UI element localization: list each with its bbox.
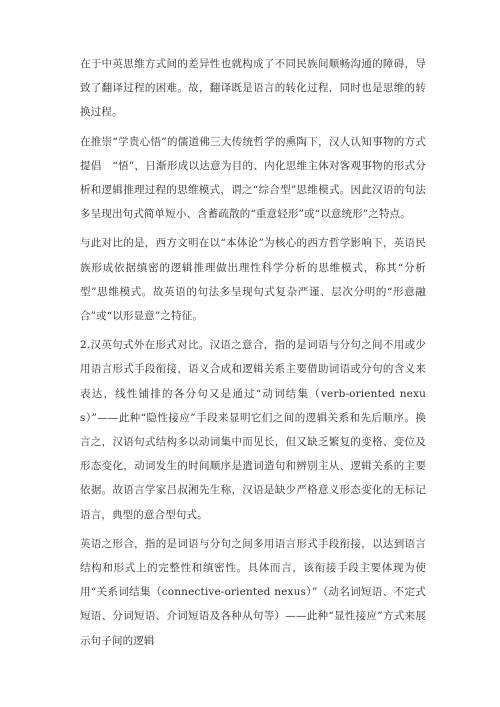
paragraph-4: 2.汉英句式外在形式对比。汉语之意合，指的是词语与分句之间不用或少用语言形式手段衔接，语义合成和逻辑关系主要借助词语或分句的含义来表达，线性铺排的各分句又是通过“动词结集（verb-oriented nexus）”——此种“隐性接应”手段来显明它们之间的逻辑关系和先后顺序。换言之，汉语句式结构多以动词集中而见长，但又缺乏繁复的变格、变位及形态变化，动词发生的时间顺序是遣词造句和辨别主从、逻辑关系的主要依据。故语言学家吕叔湘先生称，汉语是缺少严格意义形态变化的无标记语言，典型的意合型句式。 — [80, 339, 426, 521]
paragraph-3: 与此对比的是，西方文明在以“本体论”为核心的西方哲学影响下，英语民族形成依据缜密的逻辑推理做出理性科学分析的思维模式，称其“分析型”思维模式。故英语的句法多呈现句式复杂严谨、层次分明的“形意融合”或“以形显意”之特征。 — [80, 237, 426, 323]
paragraph-5: 英语之形合，指的是词语与分句之间多用语言形式手段衔接，以达到语言结构和形式上的完整性和缜密性。具体而言，该衔接手段主要体现为使用“关系词结集（connective-oriented nexus）”（动名词短语、不定式短语、分词短语、介词短语及各种从句等）——此种“显性接应”方式来展示句子间的逻辑 — [80, 537, 426, 647]
document-body — [80, 52, 426, 658]
paragraph-2: 在推崇“学贵心悟”的儒道佛三大传统哲学的熏陶下，汉人认知事物的方式提倡 “悟”，日渐形成以达意为目的、内化思维主体对客观事物的形式分析和逻辑推理过程的思维模式，谓之“综合型”思维模式。因此汉语的句法多呈现出句式简单短小、含蓄疏散的“重意轻形”或“以意统形”之特点。 — [80, 135, 426, 221]
paragraph-1: 在于中英思维方式间的差异性也就构成了不同民族间顺畅沟通的障碍，导致了翻译过程的困难。故，翻译既是语言的转化过程，同时也是思维的转换过程。 — [80, 58, 426, 119]
